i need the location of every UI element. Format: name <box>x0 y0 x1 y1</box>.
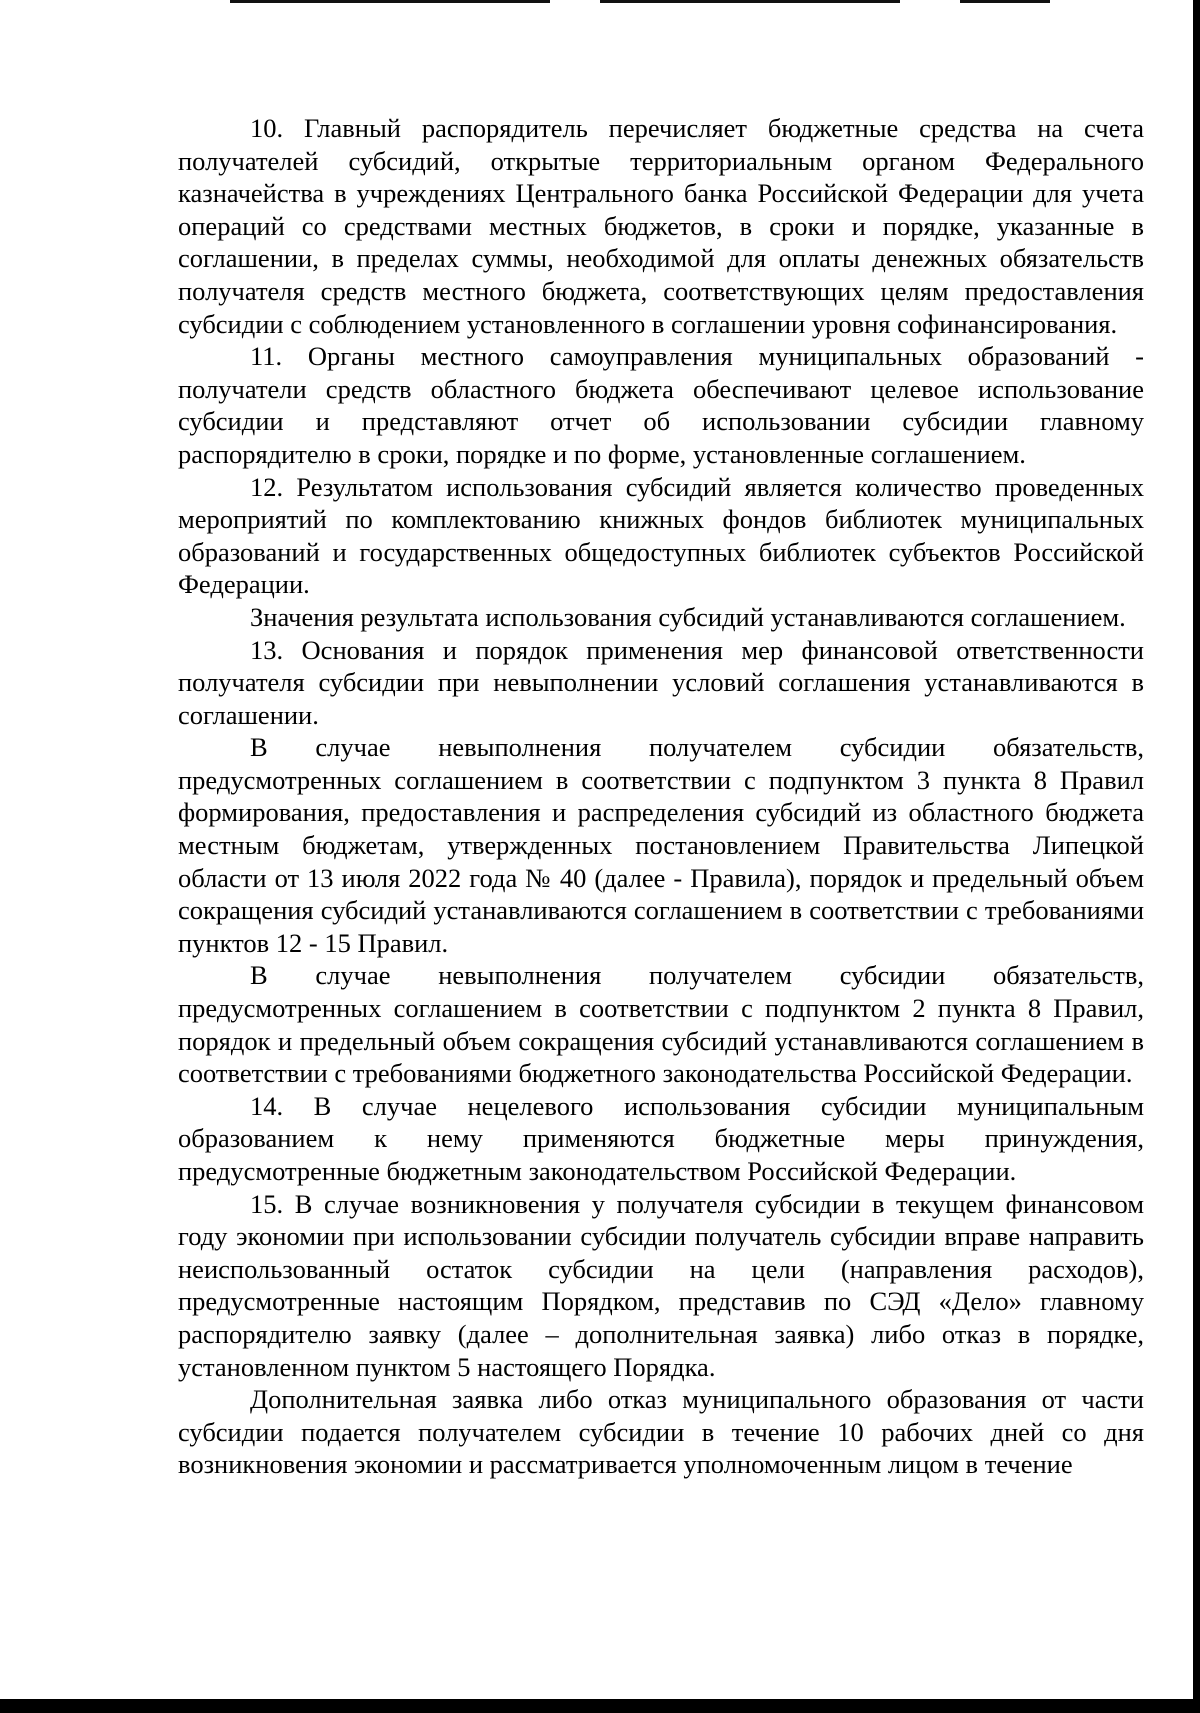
paragraph-13-case-2: В случае невыполнения получателем субсидии обязательств, предусмотренных соглашением в соответствии с подпунктом 2 пункта 8 Правил, порядок и предельный объем сокращения субсидий устанавливаются соглашением в соответствии с требованиями бюджетного законодательства Российской Федерации. <box>178 960 1144 1089</box>
paragraph-13: 13. Основания и порядок применения мер финансовой ответственности получателя субсидии при невыполнении условий соглашения устанавливаются в соглашении. <box>178 634 1144 730</box>
paragraph-14: 14. В случае нецелевого использования субсидии муниципальным образованием к нему применяются бюджетные меры принуждения, предусмотренные бюджетным законодательством Российской Федерации. <box>178 1090 1144 1186</box>
paragraph-10: 10. Главный распорядитель перечисляет бюджетные средства на счета получателей субсидий, открытые территориальным органом Федерального казначейства в учреждениях Центрального банка Российской Федерации для учета операций со средствами местных бюджетов, в сроки и порядке, указанные в соглашении, в пределах суммы, необходимой для оплаты денежных обязательств получателя средств местного бюджета, соответствующих целям предоставления субсидии с соблюдением установленного в соглашении уровня софинансирования. <box>178 113 1144 339</box>
scan-top-edge <box>0 0 1200 4</box>
document-page <box>178 112 1144 1481</box>
paragraph-11: 11. Органы местного самоуправления муниципальных образований - получатели средств областного бюджета обеспечивают целевое использование субсидии и представляют отчет об использовании субсидии главному распорядителю в сроки, порядке и по форме, установленные соглашением. <box>178 341 1144 469</box>
scan-right-border <box>1193 0 1200 1713</box>
paragraph-15: 15. В случае возникновения у получателя субсидии в текущем финансовом году экономии при использовании субсидии получатель субсидии вправе направить неиспользованный остаток субсидии на цели (направления расходов), предусмотренные настоящим Порядком, представив по СЭД «Дело» главному распорядителю заявку (далее – дополнительная заявка) либо отказ в порядке, установленном пунктом 5 настоящего Порядка. <box>178 1188 1144 1382</box>
scan-edge-segment <box>600 0 900 3</box>
paragraph-12: 12. Результатом использования субсидий является количество проведенных мероприятий по комплектованию книжных фондов библиотек муниципальных образований и государственных общедоступных библиотек субъектов Российской Федерации. <box>178 471 1144 600</box>
scan-edge-segment <box>960 0 1050 3</box>
paragraph-13-case-1: В случае невыполнения получателем субсидии обязательств, предусмотренных соглашением в соответствии с подпунктом 3 пункта 8 Правил формирования, предоставления и распределения субсидий из областного бюджета местным бюджетам, утвержденных постановлением Правительства Липецкой области от 13 июля 2022 года № 40 (далее - Правила), порядок и предельный объем сокращения субсидий устанавливаются соглашением в соответствии с требованиями пунктов 12 - 15 Правил. <box>178 732 1144 958</box>
scan-edge-segment <box>230 0 550 3</box>
paragraph-15-additional: Дополнительная заявка либо отказ муниципального образования от части субсидии подается получателем субсидии в течение 10 рабочих дней со дня возникновения экономии и рассматривается уполномоченным лицом в течение <box>178 1384 1144 1480</box>
paragraph-12-values: Значения результата использования субсидий устанавливаются соглашением. <box>250 601 1126 632</box>
scan-bottom-border <box>0 1699 1200 1713</box>
